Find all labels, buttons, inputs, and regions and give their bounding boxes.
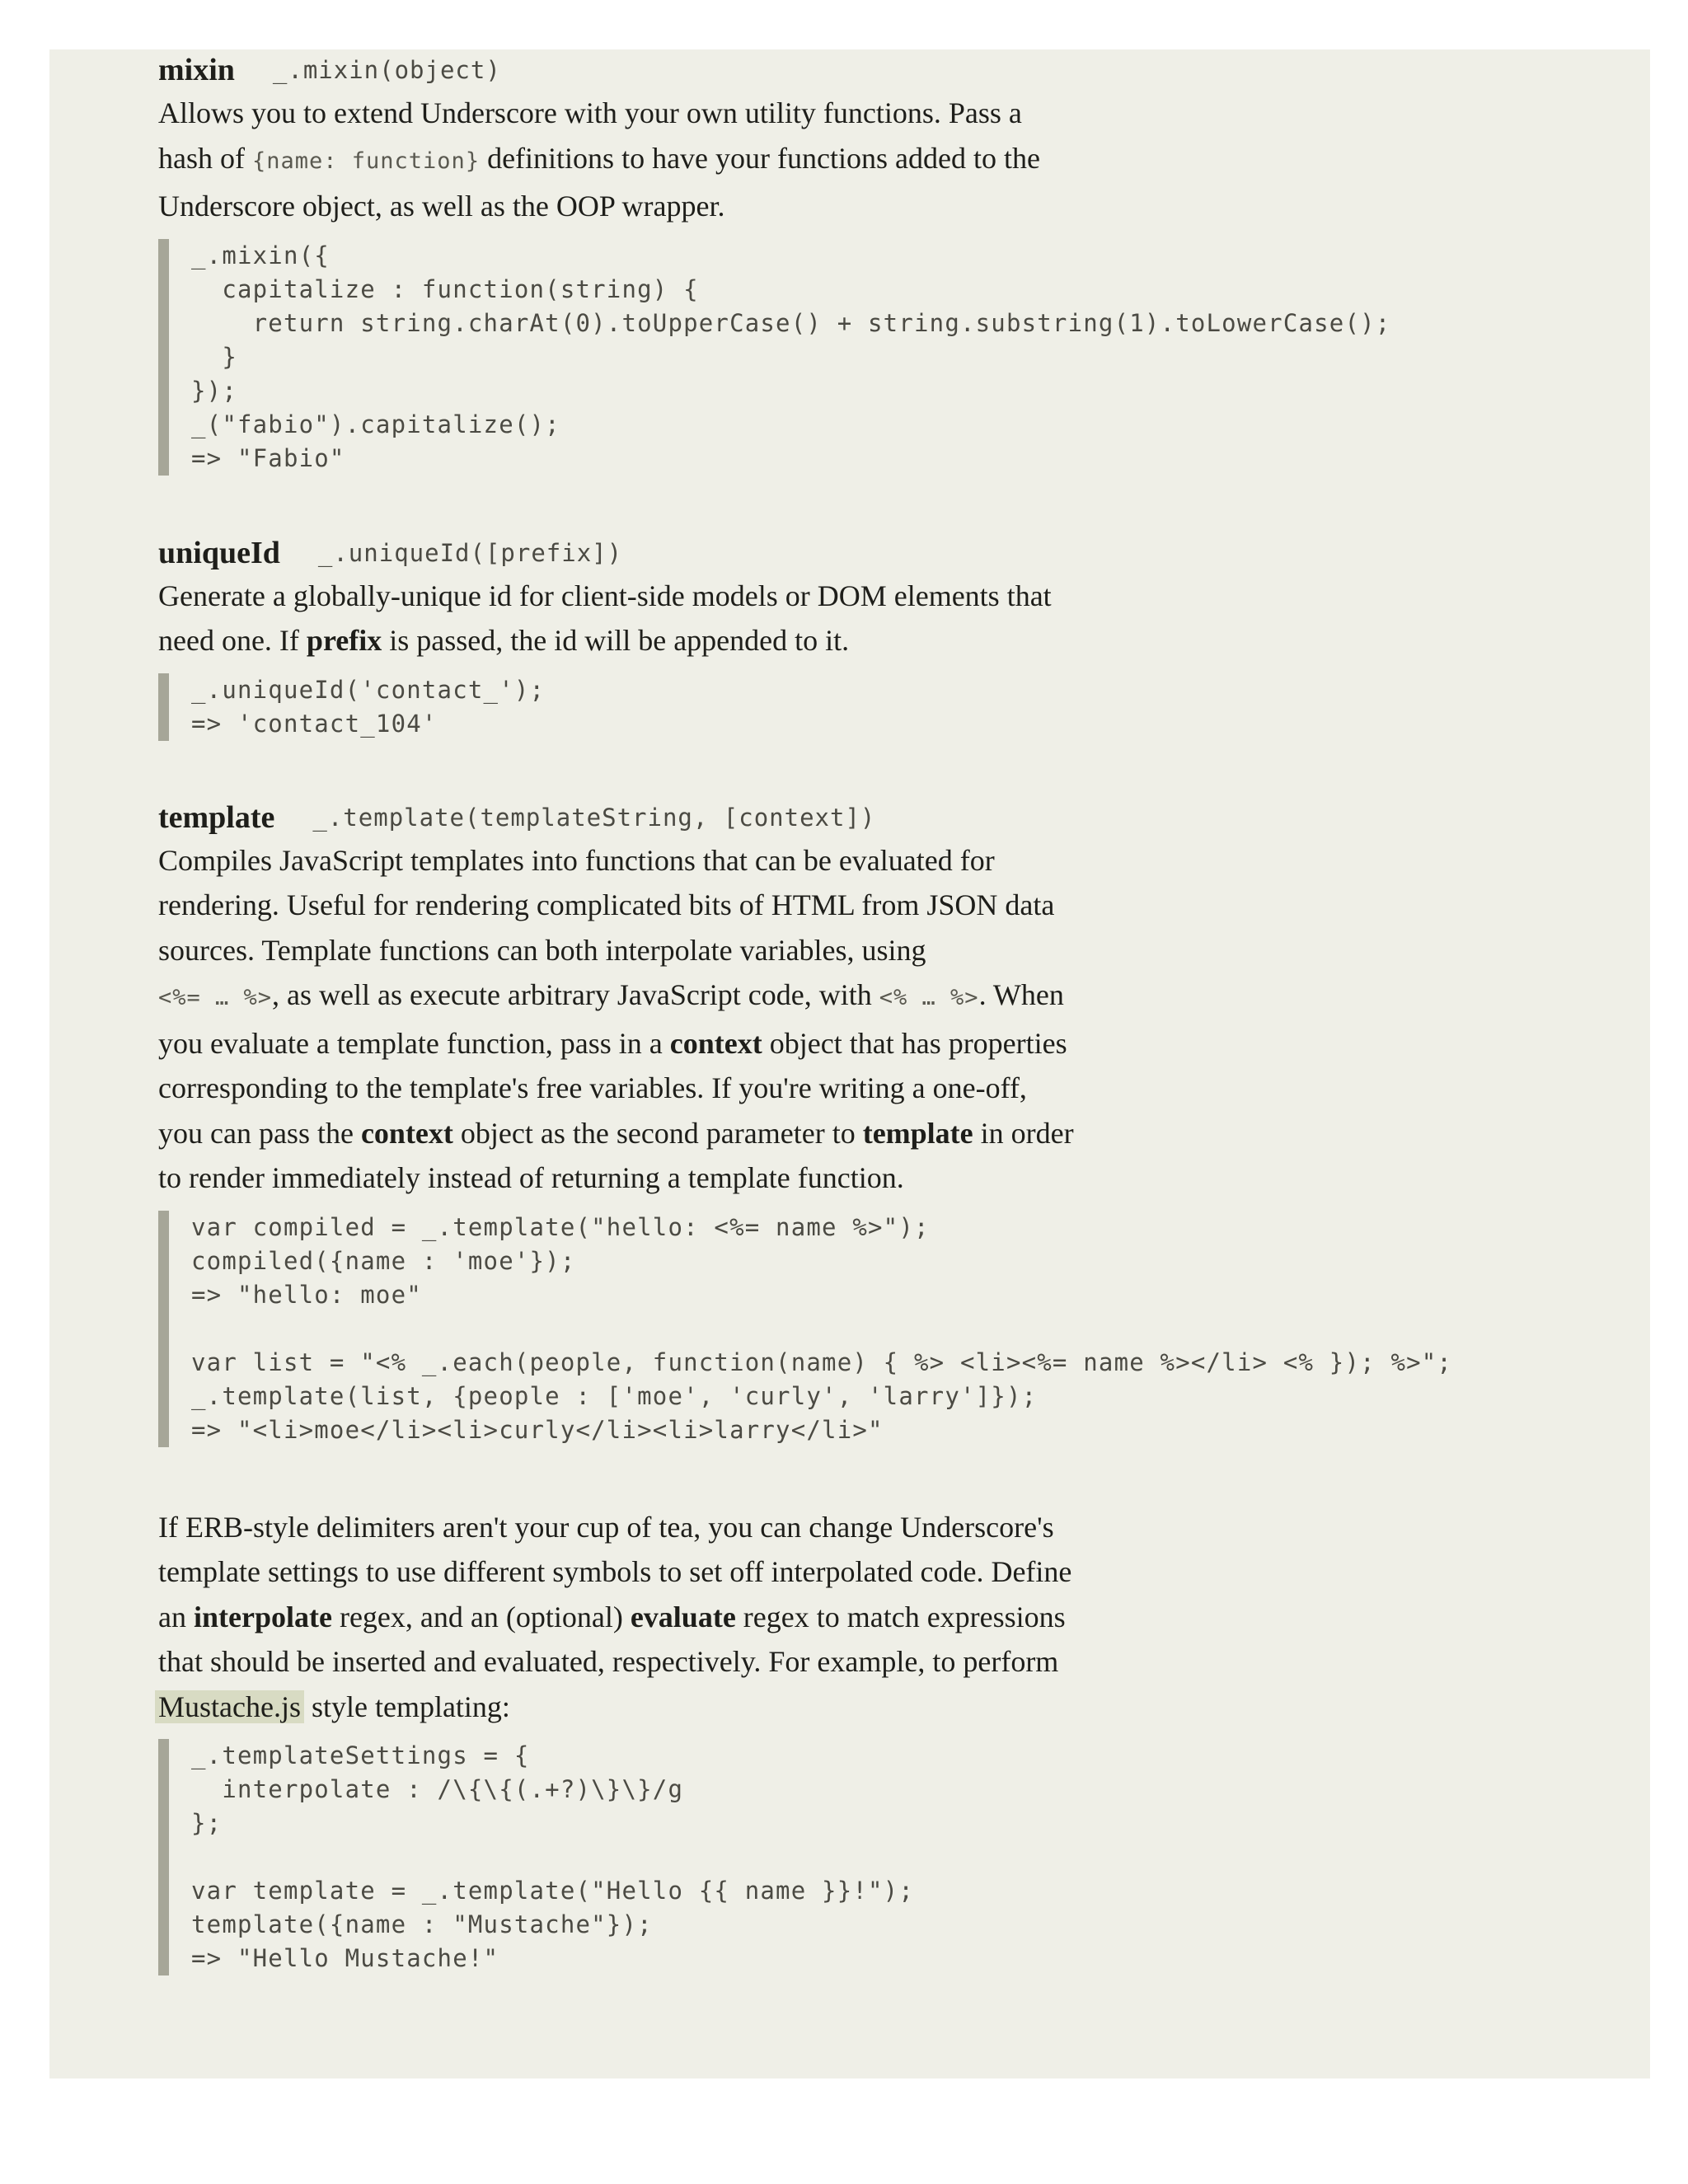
code-block: [158, 673, 1576, 741]
page-content: [158, 49, 1625, 1975]
description: [158, 574, 1254, 663]
section-heading: [158, 532, 1625, 574]
description-line: rendering. Useful for rendering complicated bits of HTML from JSON data: [158, 888, 1055, 921]
code-line: _.uniqueId('contact_');: [191, 675, 546, 704]
inline-code: <%= … %>: [158, 985, 273, 1010]
description: [158, 1505, 1254, 1730]
code-block: [158, 1739, 1576, 1975]
code-block: [158, 239, 1576, 476]
documentation-page: [49, 49, 1650, 2079]
section-template-settings: [158, 1505, 1625, 1976]
description-line: Generate a globally-unique id for client-side models or DOM elements that: [158, 579, 1052, 612]
description: [158, 91, 1254, 229]
bold-term: interpolate: [193, 1600, 332, 1633]
function-signature: _.uniqueId([prefix]): [317, 538, 623, 567]
code-line: _.template(list, {people : ['moe', 'curly', 'larry']});: [191, 1381, 1038, 1410]
description-line: Allows you to extend Underscore with your own utility functions. Pass a: [158, 96, 1022, 129]
code-line: compiled({name : 'moe'});: [191, 1246, 576, 1275]
description-line: need one. If prefix is passed, the id will be appended to it.: [158, 624, 850, 657]
bold-term: prefix: [306, 624, 382, 657]
code-line: [191, 1312, 1576, 1346]
mustache-link[interactable]: Mustache.js: [155, 1690, 304, 1723]
code-line: _.mixin({: [191, 241, 330, 269]
code-line: => "Fabio": [191, 443, 345, 472]
spacer: [158, 476, 1625, 532]
section-heading: [158, 49, 1625, 91]
code-line: => "Hello Mustache!": [191, 1944, 499, 1972]
code-line: [191, 1840, 1576, 1874]
description-line: to render immediately instead of returning a template function.: [158, 1161, 904, 1194]
code-line: interpolate : /\{\{(.+?)\}\}/g: [191, 1775, 684, 1803]
code-line: var list = "<% _.each(people, function(name) { %> <li><%= name %></li> <% }); %>";: [191, 1347, 1453, 1376]
description: [158, 838, 1254, 1201]
bold-term: context: [360, 1116, 453, 1150]
bold-term: evaluate: [630, 1600, 736, 1633]
description-line: If ERB-style delimiters aren't your cup of tea, you can change Underscore's: [158, 1510, 1054, 1544]
section-template: [158, 797, 1625, 1447]
code-line: var compiled = _.template("hello: <%= name %>");: [191, 1212, 930, 1241]
bold-term: context: [669, 1026, 762, 1060]
function-signature: _.template(templateString, [context]): [312, 803, 876, 832]
code-line: => 'contact_104': [191, 709, 438, 738]
description-line: sources. Template functions can both interpolate variables, using: [158, 933, 926, 967]
code-line: _("fabio").capitalize();: [191, 410, 560, 438]
code-line: => "<li>moe</li><li>curly</li><li>larry</li>": [191, 1415, 884, 1444]
description-line: corresponding to the template's free variables. If you're writing a one-off,: [158, 1071, 1027, 1104]
inline-code: <% … %>: [879, 985, 979, 1010]
code-line: template({name : "Mustache"});: [191, 1910, 653, 1938]
function-signature: _.mixin(object): [272, 56, 501, 84]
code-line: var template = _.template("Hello {{ name }}!");: [191, 1877, 914, 1905]
code-line: };: [191, 1809, 223, 1837]
code-line: => "hello: moe": [191, 1280, 422, 1309]
description-line: <%= … %>, as well as execute arbitrary JavaScript code, with <% … %>. When: [158, 978, 1064, 1011]
section-uniqueid: [158, 532, 1625, 741]
description-line: hash of {name: function} definitions to have your functions added to the: [158, 141, 1040, 175]
function-name: uniqueId: [158, 535, 280, 570]
spacer: [158, 1447, 1625, 1505]
function-name: mixin: [158, 53, 235, 87]
section-mixin: [158, 49, 1625, 476]
code-block: [158, 1211, 1576, 1447]
description-line: Compiles JavaScript templates into functions that can be evaluated for: [158, 843, 995, 877]
inline-code: {name: function}: [251, 148, 481, 174]
code-line: _.templateSettings = {: [191, 1741, 530, 1769]
description-line: that should be inserted and evaluated, respectively. For example, to perform: [158, 1645, 1059, 1678]
function-name: template: [158, 799, 275, 835]
description-line: Mustache.js style templating:: [158, 1685, 1254, 1730]
description-line: you can pass the context object as the second parameter to template in order: [158, 1116, 1074, 1150]
description-line: Underscore object, as well as the OOP wrapper.: [158, 190, 725, 223]
section-heading: [158, 797, 1625, 838]
description-line: you evaluate a template function, pass in a context object that has properties: [158, 1026, 1067, 1060]
description-line: an interpolate regex, and an (optional) evaluate regex to match expressions: [158, 1600, 1066, 1633]
code-line: }: [191, 342, 237, 371]
code-line: });: [191, 376, 237, 405]
code-line: return string.charAt(0).toUpperCase() + string.substring(1).toLowerCase();: [191, 308, 1391, 337]
description-line: template settings to use different symbols to set off interpolated code. Define: [158, 1555, 1072, 1588]
spacer: [158, 741, 1625, 797]
code-line: capitalize : function(string) {: [191, 274, 699, 303]
bold-term: template: [862, 1116, 973, 1150]
